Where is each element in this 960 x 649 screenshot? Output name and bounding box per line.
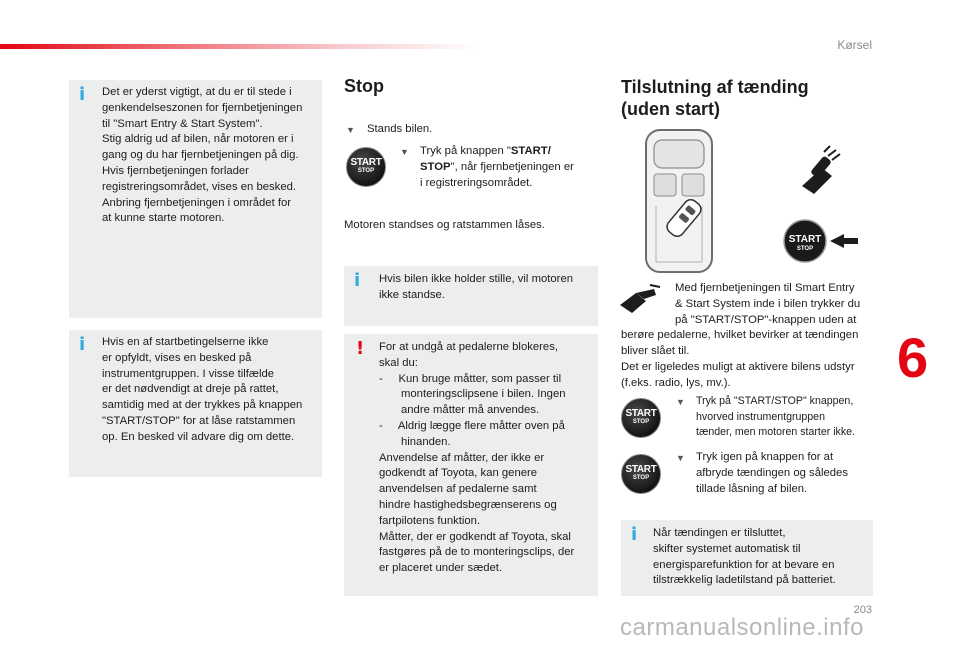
text-line: tillade låsning af bilen. — [696, 482, 808, 495]
info-box-energy-saving — [621, 520, 873, 596]
text-line: bliver slået til. — [621, 345, 690, 358]
text-line: - Aldrig lægge flere måtter oven på — [379, 419, 565, 432]
text-line: fastgøres på de to monteringsclips, der — [379, 546, 575, 559]
text-line: Hvis en af startbetingelserne ikke — [102, 336, 269, 348]
text-line: op. En besked vil advare dig om dette. — [102, 430, 295, 443]
text-line: fartpilotens funktion. — [379, 514, 481, 527]
text-line: er opfyldt, vises en besked på — [102, 351, 252, 364]
text-line: at kunne starte motoren. — [102, 212, 225, 225]
svg-text:STOP: STOP — [796, 246, 814, 252]
info-box-moving — [344, 266, 598, 326]
text-line: Det er yderst vigtigt, at du er til stede i — [102, 86, 292, 98]
text-line: godkendt af Toyota, kan genere — [379, 467, 538, 480]
text-line: på "START/STOP"-knappen uden at — [675, 313, 857, 326]
start-stop-button-icon: START STOP — [621, 454, 661, 494]
text-line: skifter systemet automatisk til — [653, 542, 801, 555]
info-icon: i — [79, 84, 86, 105]
text-line: Når tændingen er tilsluttet, — [653, 527, 786, 539]
text-line: Stig aldrig ud af bilen, når motoren er i — [102, 133, 294, 146]
info-box-energy-saving-text — [653, 526, 836, 589]
text-line: hvorved instrumentgruppen — [696, 410, 825, 423]
info-icon: i — [354, 270, 361, 291]
svg-text:START: START — [788, 234, 822, 245]
info-icon: i — [79, 334, 86, 355]
text-line: Tryk på "START/STOP" knappen, — [696, 395, 854, 407]
text-line: andre måtter må anvendes. — [379, 404, 540, 417]
text-line: Det er ligeledes muligt at aktivere bilens udstyr — [621, 360, 855, 373]
text-line: "START/STOP" for at låse ratstammen — [102, 414, 296, 427]
triangle-bullet-icon: ▼ — [346, 125, 355, 135]
warning-box-mats-text — [379, 340, 574, 577]
chapter-number: 6 — [897, 326, 929, 389]
text-line: genkendelseszonen for fjernbetjeningen — [102, 101, 303, 114]
text-line: (f.eks. radio, lys, mv.). — [621, 376, 731, 389]
text-line: Måtter, der er godkendt af Toyota, skal — [379, 530, 571, 543]
text-line: tilstrækkelig ladetilstand på batteriet. — [653, 574, 836, 587]
text-line: berøre pedalerne, hvilket bevirker at tændingen — [621, 329, 859, 342]
text-line: anvendelsen af pedalerne samt — [379, 483, 537, 496]
info-box-moving-text — [379, 272, 573, 304]
text-line: energisparefunktion for at bevare en — [653, 558, 835, 571]
car-top-view-illustration — [636, 126, 868, 276]
info-icon: i — [631, 524, 638, 545]
warning-box-mats — [344, 334, 598, 596]
header-accent-bar — [0, 44, 480, 49]
chapter-title: Kørsel — [837, 38, 872, 52]
start-stop-button-icon: START STOP — [346, 147, 386, 187]
page-number: 203 — [853, 604, 872, 616]
text-line: er placeret under sædet. — [379, 562, 503, 575]
text-line: instrumentgruppen. I visse tilfælde — [102, 367, 275, 380]
text-line: Hvis fjernbetjeningen forlader — [102, 164, 249, 177]
stop-step-1: Stands bilen. — [367, 123, 433, 135]
triangle-bullet-icon: ▼ — [676, 397, 685, 407]
watermark: carmanualsonline.info — [620, 614, 864, 641]
text-line: ikke standse. — [379, 288, 445, 301]
text-line: tænder, men motoren starter ikke. — [696, 426, 855, 438]
text-line: skal du: — [379, 356, 418, 369]
info-box-start-conditions — [69, 330, 322, 477]
stop-step-2: Tryk på knappen "START/ STOP", når fjernbetjeningen er i registreringsområdet. — [420, 145, 574, 189]
text-line: - Kun bruge måtter, som passer til — [379, 372, 562, 385]
text-line: & Start System inde i bilen trykker du — [675, 297, 861, 310]
start-stop-button-icon: START STOP — [621, 398, 661, 438]
text-line: til "Smart Entry & Start System". — [102, 117, 263, 130]
text-line: Tryk igen på knappen for at — [696, 451, 834, 463]
text-line: hinanden. — [379, 435, 451, 448]
section-title-ignition: Tilslutning af tænding (uden start) — [621, 77, 809, 119]
ignition-step-1 — [696, 394, 855, 441]
info-box-start-conditions-text — [102, 335, 302, 446]
text-line: For at undgå at pedalerne blokeres, — [379, 341, 558, 353]
text-line: Hvis bilen ikke holder stille, vil motoren — [379, 273, 574, 285]
text-line: samtidig med at der trykkes på knappen — [102, 399, 303, 412]
text-line: monteringsclipsene i bilen. Ingen — [379, 388, 566, 401]
text-line: Med fjernbetjeningen til Smart Entry — [675, 282, 855, 294]
warning-icon: ! — [356, 338, 365, 359]
info-box-presence — [69, 80, 322, 318]
text-line: Anvendelse af måtter, der ikke er — [379, 451, 545, 464]
ignition-step-2 — [696, 450, 848, 497]
stop-result: Motoren standses og ratstammen låses. — [344, 219, 545, 231]
ignition-paragraph — [621, 281, 881, 392]
triangle-bullet-icon: ▼ — [676, 453, 685, 463]
text-line: hindre hastighedsbegrænserens og — [379, 498, 557, 511]
text-line: er det nødvendigt at dreje på rattet, — [102, 383, 279, 396]
text-line: registreringsområdet, vises en besked. — [102, 180, 297, 193]
info-box-presence-text — [102, 85, 302, 227]
text-line: gang og du har fjernbetjeningen på dig. — [102, 149, 299, 162]
text-line: afbryde tændingen og således — [696, 466, 848, 479]
text-line: Anbring fjernbetjeningen i området for — [102, 196, 292, 209]
triangle-bullet-icon: ▼ — [400, 147, 409, 157]
section-title-stop: Stop — [344, 76, 384, 96]
